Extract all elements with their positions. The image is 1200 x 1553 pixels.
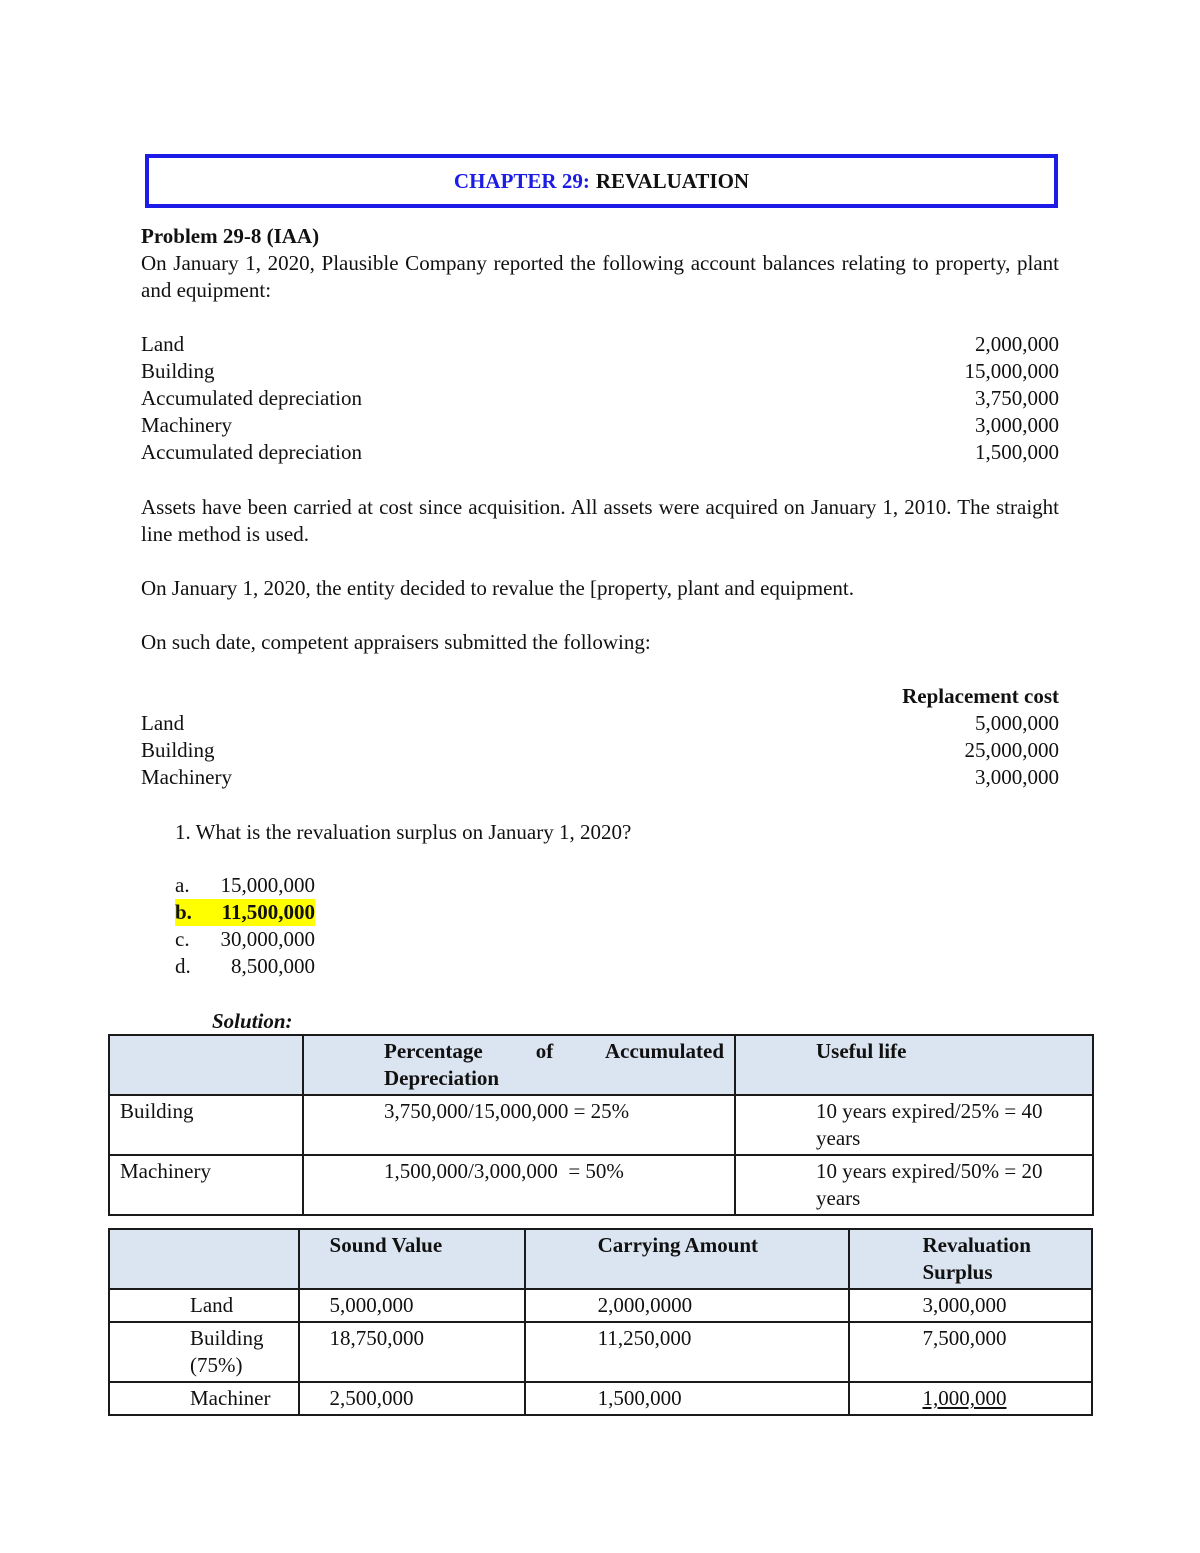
replacement-row xyxy=(141,764,1059,791)
replacement-row xyxy=(141,710,1059,737)
balance-value: 3,750,000 xyxy=(975,386,1059,410)
balance-value: 1,500,000 xyxy=(975,440,1059,464)
revaluation-surplus-table xyxy=(108,1228,1093,1416)
replacement-label: Land xyxy=(141,711,185,735)
table-row: Building 3,750,000/15,000,000 = 25% 10 years expired/25% = 40 years xyxy=(109,1095,1093,1155)
balance-row xyxy=(141,412,1059,439)
solution-label: Solution: xyxy=(212,1009,293,1033)
paragraph-revalue-decision: On January 1, 2020, the entity decided to revalue the [property, plant and equipment. xyxy=(141,576,855,600)
table-header-row: Percentage of Accumulated Depreciation Useful life xyxy=(109,1035,1093,1095)
replacement-cost-header: Replacement cost xyxy=(902,684,1059,708)
balance-label: Building xyxy=(141,359,215,383)
balance-label: Accumulated depreciation xyxy=(141,386,362,410)
option-c: c. 30,000,000 xyxy=(175,927,315,951)
replacement-value: 25,000,000 xyxy=(964,738,1059,762)
option-b-correct: b. 11,500,000 xyxy=(175,900,315,924)
replacement-cost-list xyxy=(141,683,1059,791)
table-row: Building (75%) 18,750,000 11,250,000 7,500,000 xyxy=(109,1322,1092,1382)
chapter-title-box xyxy=(145,154,1058,208)
paragraph-carried-at-cost: Assets have been carried at cost since acquisition. All assets were acquired on January 1, 2010. The straight line method is used. xyxy=(141,495,1059,546)
balance-label: Machinery xyxy=(141,413,232,437)
replacement-value: 5,000,000 xyxy=(975,711,1059,735)
depreciation-table xyxy=(108,1034,1094,1216)
paragraph-appraisers: On such date, competent appraisers submitted the following: xyxy=(141,630,651,654)
replacement-label: Building xyxy=(141,738,215,762)
balance-row xyxy=(141,439,1059,466)
option-d: d. 8,500,000 xyxy=(175,954,315,978)
chapter-topic: REVALUATION xyxy=(595,168,750,193)
replacement-value: 3,000,000 xyxy=(975,765,1059,789)
table-header-row: Sound Value Carrying Amount Revaluation Surplus xyxy=(109,1229,1092,1289)
balance-row xyxy=(141,385,1059,412)
replacement-label: Machinery xyxy=(141,765,232,789)
total-surplus-underlined: 1,000,000 xyxy=(849,1382,1092,1415)
replacement-row xyxy=(141,737,1059,764)
balance-row xyxy=(141,358,1059,385)
balance-value: 15,000,000 xyxy=(964,359,1059,383)
balances-list xyxy=(141,331,1059,466)
option-a: a. 15,000,000 xyxy=(175,873,315,897)
problem-title: Problem 29-8 (IAA) xyxy=(141,224,320,248)
table-row: Machinery 1,500,000/3,000,000 = 50% 10 years expired/50% = 20 years xyxy=(109,1155,1093,1215)
table-row: Land 5,000,000 2,000,0000 3,000,000 xyxy=(109,1289,1092,1322)
problem-intro: On January 1, 2020, Plausible Company reported the following account balances relating to property, plant and equipment: xyxy=(141,251,1059,302)
table-row: Machiner 2,500,000 1,500,000 1,000,000 xyxy=(109,1382,1092,1415)
chapter-number: CHAPTER 29: xyxy=(453,168,590,193)
balance-label: Land xyxy=(141,332,185,356)
balance-label: Accumulated depreciation xyxy=(141,440,362,464)
balance-row xyxy=(141,331,1059,358)
answer-options xyxy=(175,872,475,980)
balance-value: 3,000,000 xyxy=(975,413,1059,437)
question-1: 1. What is the revaluation surplus on January 1, 2020? xyxy=(175,820,632,844)
balance-value: 2,000,000 xyxy=(975,332,1059,356)
